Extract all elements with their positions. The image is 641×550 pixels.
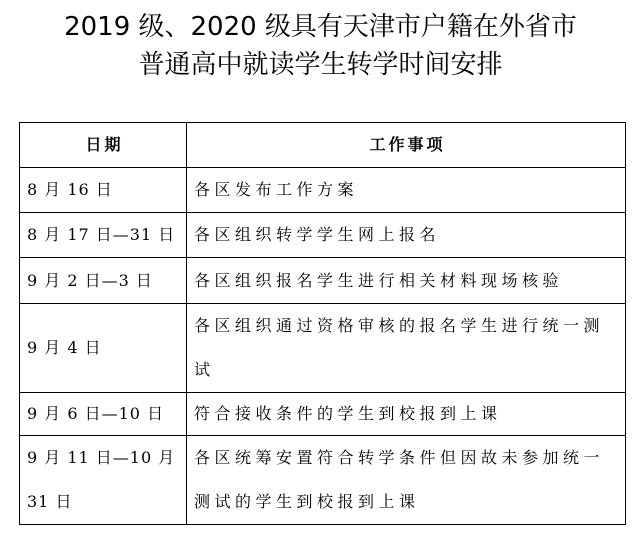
document-title (0, 8, 641, 84)
row-date: 9 月 6 日—10 日 (20, 393, 187, 436)
row-date: 9 月 11 日—10 月 31 日 (20, 436, 187, 525)
row-event: 各区统筹安置符合转学条件但因故未参加统一测试的学生到校报到上课 (187, 436, 626, 525)
table-row (20, 393, 626, 436)
title-line-1: 2019 级、2020 级具有天津市户籍在外省市 (64, 12, 577, 42)
table-row (20, 436, 626, 525)
row-event: 各区组织通过资格审核的报名学生进行统一测试 (187, 304, 626, 393)
row-event: 各区组织报名学生进行相关材料现场核验 (187, 258, 626, 304)
row-event: 符合接收条件的学生到校报到上课 (187, 393, 626, 436)
row-event: 各区组织转学学生网上报名 (187, 213, 626, 258)
table-header-row (20, 123, 626, 168)
row-date: 9 月 4 日 (20, 304, 187, 393)
column-header-date: 日期 (20, 123, 187, 168)
column-header-event: 工作事项 (187, 123, 626, 168)
table-row (20, 168, 626, 213)
row-date: 9 月 2 日—3 日 (20, 258, 187, 304)
row-date: 8 月 16 日 (20, 168, 187, 213)
title-line-2: 普通高中就读学生转学时间安排 (138, 50, 503, 80)
table-row (20, 258, 626, 304)
row-date: 8 月 17 日—31 日 (20, 213, 187, 258)
table-row (20, 304, 626, 393)
table-row (20, 213, 626, 258)
row-event: 各区发布工作方案 (187, 168, 626, 213)
schedule-table (19, 122, 626, 525)
